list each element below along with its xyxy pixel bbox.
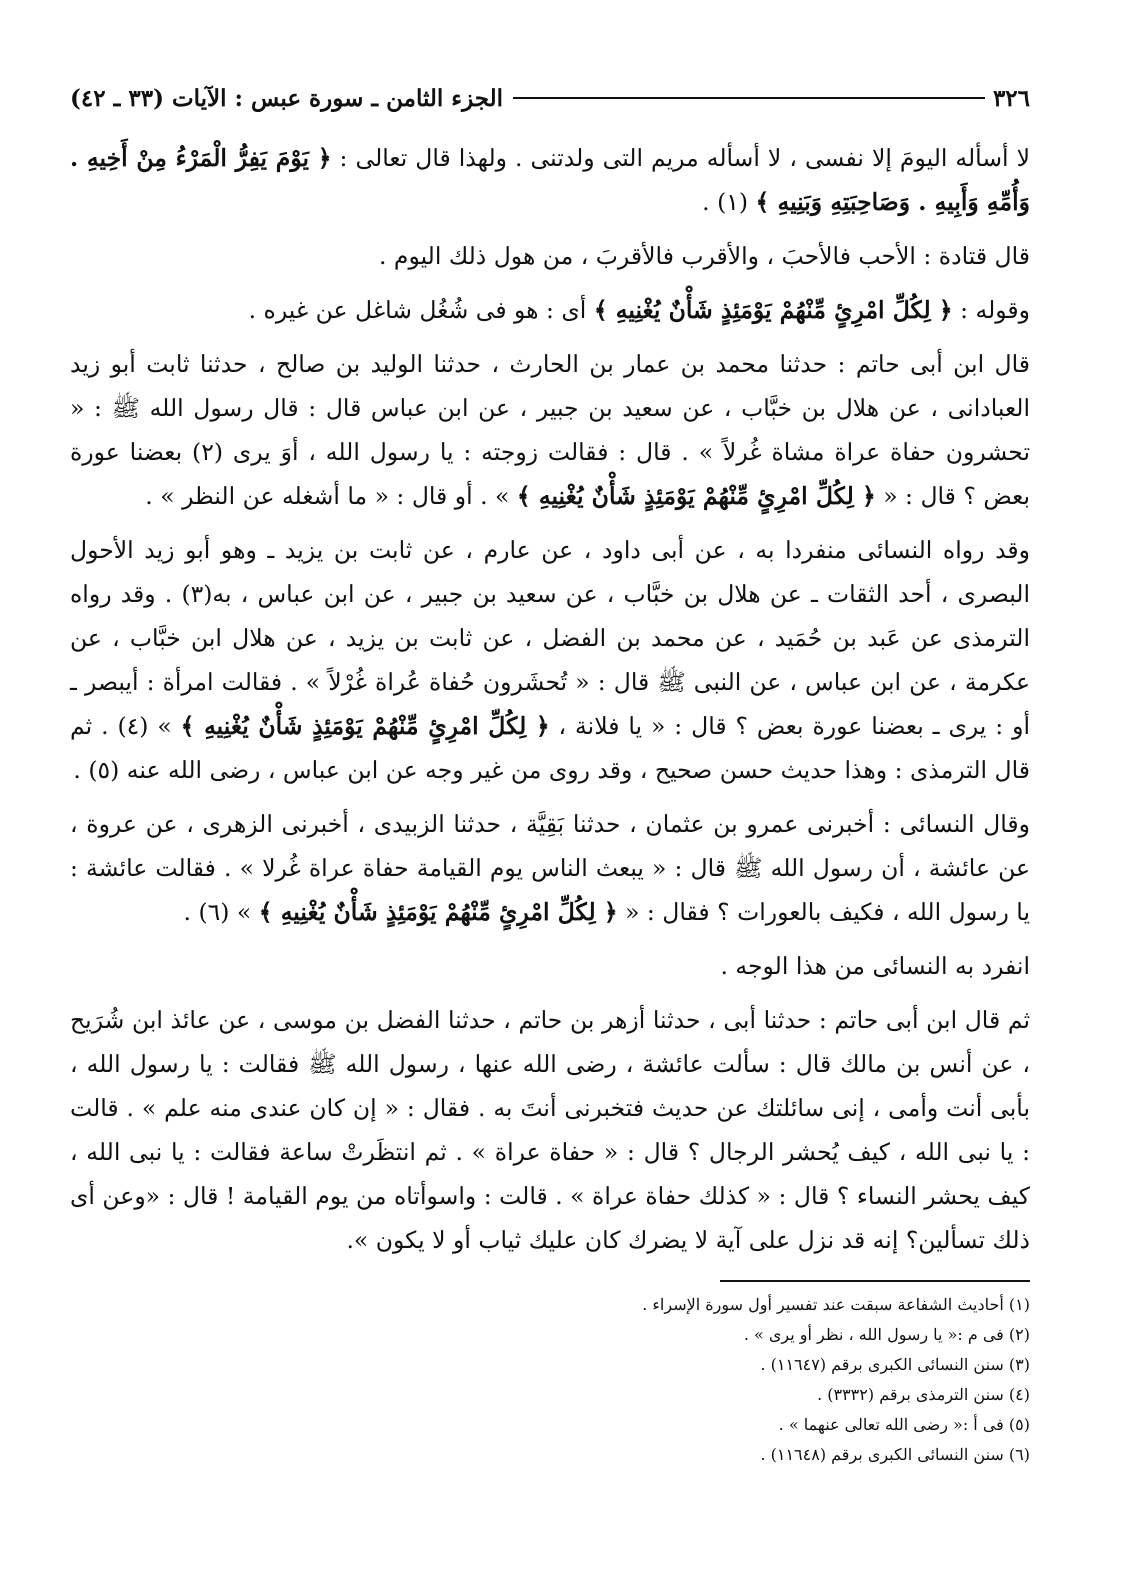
paragraph-6-text-b: » (٦) .	[183, 898, 259, 926]
main-text	[70, 136, 1030, 1262]
paragraph-3-text-a: وقوله :	[952, 296, 1030, 324]
paragraph-3-text-b: أى : هو فى شُغُل شاغل عن غيره .	[248, 296, 594, 324]
paragraph-4-text-a: قال ابن أبى حاتم : حدثنا محمد بن عمار بن الحارث ، حدثنا الوليد بن صالح ، حدثنا ثابت أبو زيد العبادانى ، عن هلال بن خبَّاب ، عن سعيد بن جبير ، عن ابن عباس قال : قال رسول الله ﷺ : « تحشرون حفاة عراة مشاة غُرلاً » . قال : فقالت زوجته : يا رسول الله ، أوَ يرى (٢) بعضنا عورة بعض ؟ قال : «	[70, 350, 1030, 510]
paragraph-6	[70, 802, 1030, 934]
paragraph-4	[70, 342, 1030, 518]
paragraph-3	[70, 288, 1030, 332]
footnotes	[70, 1290, 1030, 1470]
footnote-1: (١) أحاديث الشفاعة سبقت عند تفسير أول سورة الإسراء .	[642, 1295, 1030, 1314]
paragraph-6-text-a: وقال النسائى : أخبرنى عمرو بن عثمان ، حدثنا بَقِيَّة ، حدثنا الزبيدى ، أخبرنى الزهرى ، عن عروة ، عن عائشة ، أن رسول الله ﷺ قال : « يبعث الناس يوم القيامة حفاة عراة غُرلا » . فقالت عائشة : يا رسول الله ، فكيف بالعورات ؟ فقال : «	[70, 810, 1030, 926]
book-page	[70, 78, 1030, 1470]
header-title: الجزء الثامن ـ سورة عبس : الآيات (٣٣ ـ ٤٢)	[70, 84, 504, 112]
footnote-3: (٣) سنن النسائى الكبرى برقم (١١٦٤٧) .	[760, 1355, 1030, 1374]
paragraph-5	[70, 528, 1030, 792]
paragraph-8: ثم قال ابن أبى حاتم : حدثنا أبى ، حدثنا أزهر بن حاتم ، حدثنا الفضل بن موسى ، عن عائذ ابن شُرَيح ، عن أنس بن مالك قال : سألت عائشة ، رضى الله عنها ، رسول الله ﷺ فقالت : يا رسول الله ، بأبى أنت وأمى ، إنى سائلتك عن حديث فتخبرنى أنتَ به . فقال : « إن كان عندى منه علم » . قالت : يا نبى الله ، كيف يُحشر الرجال ؟ قال : « حفاة عراة » . ثم انتظَرتْ ساعة فقالت : يا نبى الله ، كيف يحشر النساء ؟ قال : « كذلك حفاة عراة » . قالت : واسوأتاه من يوم القيامة ! قال : «وعن أى ذلك تسألين؟ إنه قد نزل على آية لا يضرك كان عليك ثياب أو لا يكون ».	[70, 1006, 1030, 1254]
footnote-divider	[720, 1280, 1030, 1282]
quran-verse: ﴿ لِكُلِّ امْرِئٍ مِّنْهُمْ يَوْمَئِذٍ شَأْنٌ يُغْنِيهِ ﴾	[180, 712, 550, 740]
paragraph-1-text-a: لا أسأله اليومَ إلا نفسى ، لا أسأله مريم التى ولدتنى . ولهذا قال تعالى :	[331, 144, 1030, 172]
paragraph-4-text-b: » . أو قال : « ما أشغله عن النظر » .	[145, 482, 517, 510]
footnote-4: (٤) سنن الترمذى برقم (٣٣٣٢) .	[817, 1385, 1030, 1404]
quran-verse: ﴿ لِكُلِّ امْرِئٍ مِّنْهُمْ يَوْمَئِذٍ شَأْنٌ يُغْنِيهِ ﴾	[593, 296, 953, 324]
paragraph-1-text-b: (١) .	[702, 188, 756, 216]
paragraph-1	[70, 136, 1030, 224]
footnote-2: (٢) فى م :« يا رسول الله ، نظر أو يرى » .	[743, 1325, 1030, 1344]
header-rule	[513, 97, 985, 99]
paragraph-5-text-a: وقد رواه النسائى منفردا به ، عن أبى داود ، عن عارم ، عن ثابت بن يزيد ـ وهو أبو زيد الأحول البصرى ، أحد الثقات ـ عن هلال بن خبَّاب ، عن سعيد بن جبير ، عن ابن عباس ، به(٣) . وقد رواه الترمذى عن عَبد بن حُمَيد ، عن محمد بن الفضل ، عن ثابت بن يزيد ، عن هلال ابن خبَّاب ، عن عكرمة ، عن ابن عباس ، عن النبى ﷺ قال : « تُحشَرون حُفاة عُراة غُرْلاً » . فقالت امرأة : أيبصر ـ أو : يرى ـ بعضنا عورة بعض ؟ قال : « يا فلانة ،	[70, 536, 1030, 740]
running-header	[70, 78, 1030, 118]
quran-verse: ﴿ يَوْمَ يَفِرُّ الْمَرْءُ مِنْ أَخِيهِ . وَأُمِّهِ وَأَبِيهِ . وَصَاحِبَتِهِ وَبَنِيهِ ﴾	[70, 144, 1030, 216]
quran-verse: ﴿ لِكُلِّ امْرِئٍ مِّنْهُمْ يَوْمَئِذٍ شَأْنٌ يُغْنِيهِ ﴾	[516, 482, 876, 510]
page-number: ٣٢٦	[992, 84, 1030, 112]
paragraph-2: قال قتادة : الأحب فالأحبَ ، والأقرب فالأقربَ ، من هول ذلك اليوم .	[378, 242, 1030, 270]
paragraph-5-text-b: » (٤) . ثم قال الترمذى : وهذا حديث حسن صحيح ، وقد روى من غير وجه عن ابن عباس ، رضى الله عنه (٥) .	[70, 712, 1030, 784]
quran-verse: ﴿ لِكُلِّ امْرِئٍ مِّنْهُمْ يَوْمَئِذٍ شَأْنٌ يُغْنِيهِ ﴾	[258, 898, 618, 926]
paragraph-7: انفرد به النسائى من هذا الوجه .	[720, 952, 1030, 980]
footnote-5: (٥) فى أ :« رضى الله تعالى عنهما » .	[778, 1415, 1030, 1434]
footnote-6: (٦) سنن النسائى الكبرى برقم (١١٦٤٨) .	[760, 1445, 1030, 1464]
